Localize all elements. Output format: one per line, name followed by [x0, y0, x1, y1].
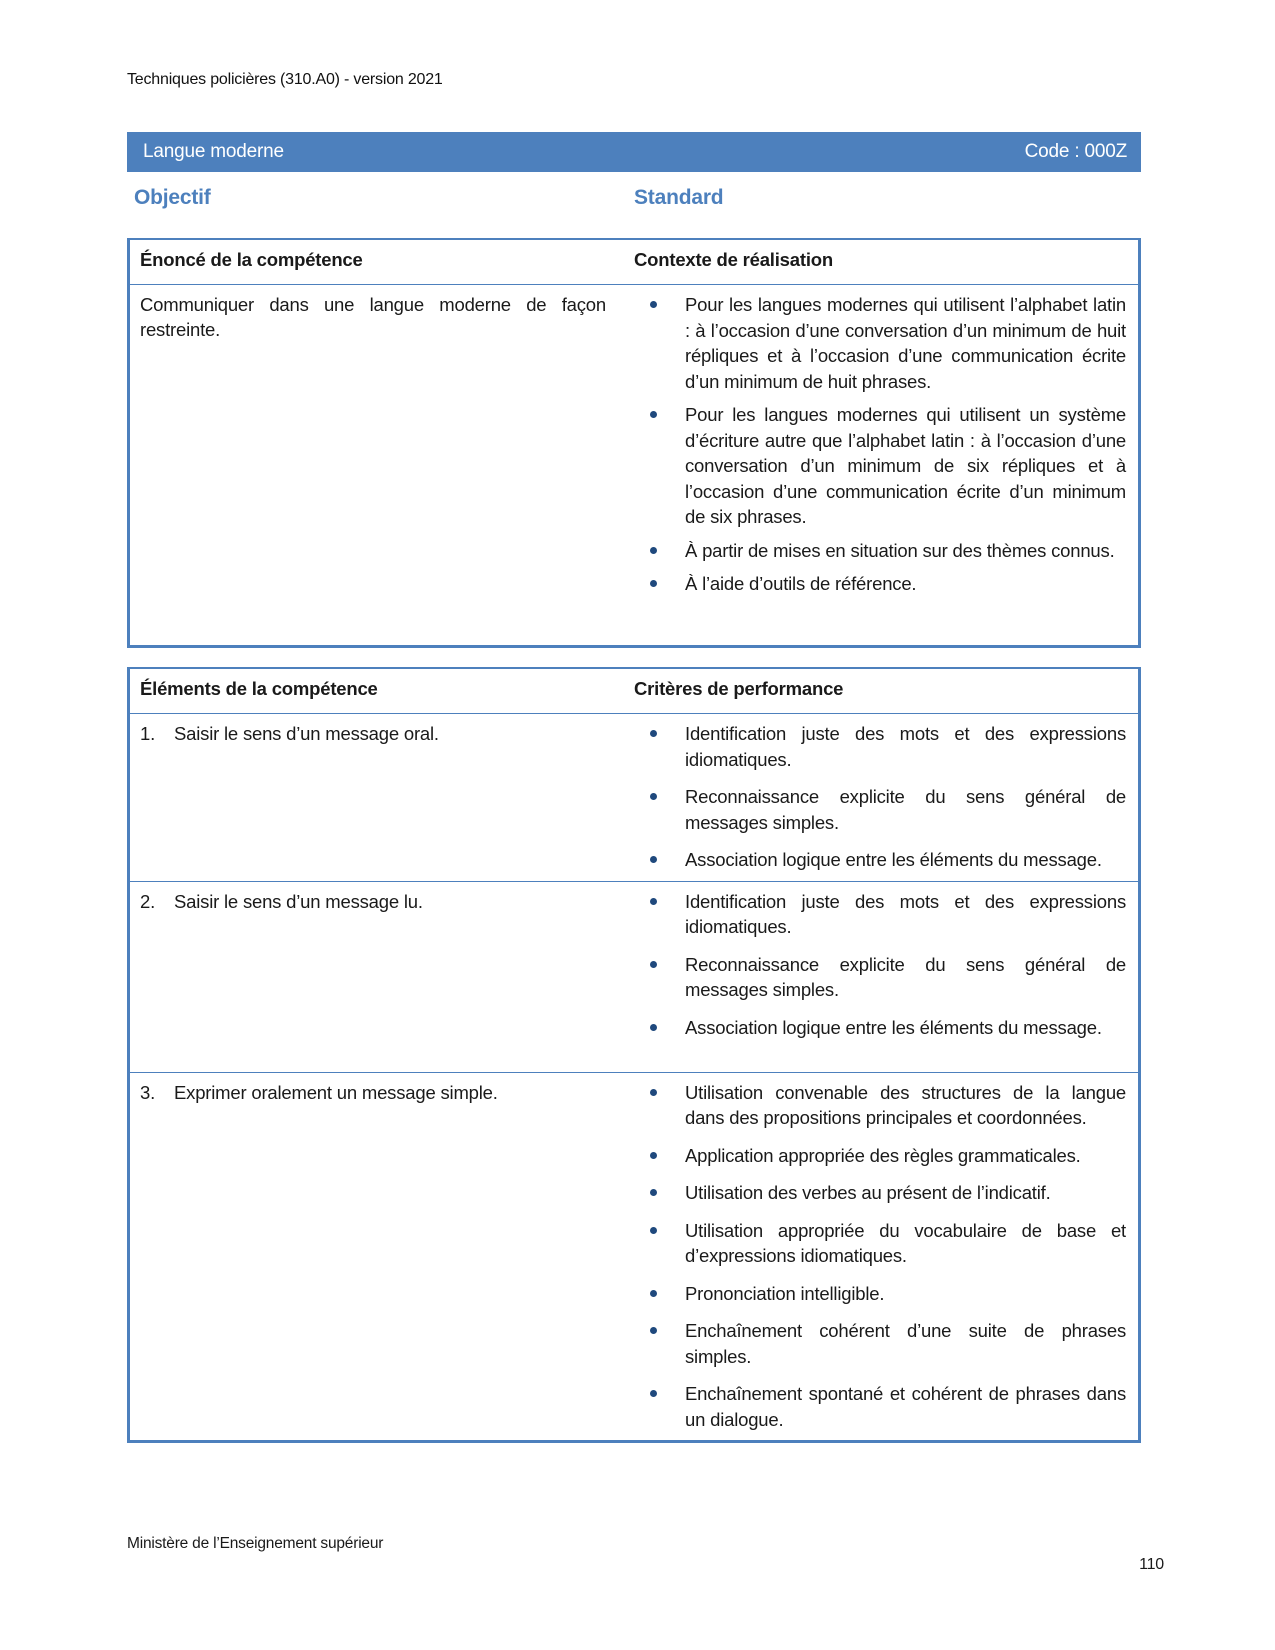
running-header: Techniques policières (310.A0) - version 2021 [127, 71, 443, 88]
criteria-bullet [634, 847, 1126, 873]
bullet-dot-icon [650, 1024, 657, 1031]
bullet-text: À l’aide d’outils de référence. [685, 573, 917, 594]
criteria-list-1 [634, 721, 1138, 873]
bullet-dot-icon [650, 1227, 657, 1234]
context-bullet [634, 571, 1126, 597]
competency-statement: Communiquer dans une langue moderne de façon restreinte. [140, 294, 606, 340]
bullet-text: À partir de mises en situation sur des thèmes connus. [685, 539, 1115, 561]
bullet-text: Utilisation des verbes au présent de l’indicatif. [685, 1182, 1051, 1203]
standard-heading: Standard [634, 186, 724, 209]
bullet-text: Application appropriée des règles grammaticales. [685, 1144, 1081, 1166]
element-row-2 [130, 881, 1138, 1072]
element-2 [130, 889, 634, 1064]
table2-right-header: Critères de performance [634, 678, 844, 699]
section-banner [127, 132, 1141, 172]
bullet-text: Reconnaissance explicite du sens général de messages simples. [685, 953, 1126, 1000]
criteria-bullet [634, 1015, 1126, 1041]
bullet-dot-icon [650, 1189, 657, 1196]
bullet-text: Association logique entre les éléments du message. [685, 849, 1102, 870]
bullet-dot-icon [650, 793, 657, 800]
element-3-number: 3. [140, 1081, 156, 1103]
bullet-text: Utilisation convenable des structures de la langue dans des propositions principales et coordonnées. [685, 1081, 1126, 1128]
bullet-text: Identification juste des mots et des expressions idiomatiques. [685, 723, 1126, 770]
bullet-dot-icon [650, 547, 657, 554]
bullet-text: Pour les langues modernes qui utilisent l’alphabet latin : à l’occasion d’une conversation d’un minimum de huit répliques et à l’occasion d’une communication écrite d’un minimum de huit phrases. [685, 294, 1126, 392]
table1-body-row [130, 285, 1138, 645]
bullet-text: Prononciation intelligible. [685, 1282, 885, 1304]
criteria-bullet [634, 952, 1126, 1003]
bullet-dot-icon [650, 1089, 657, 1096]
bullet-dot-icon [650, 730, 657, 737]
column-headings [127, 186, 1141, 210]
bullet-text: Enchaînement spontané et cohérent de phrases dans un dialogue. [685, 1383, 1126, 1430]
element-row-1 [130, 714, 1138, 881]
criteria-list-2 [634, 889, 1138, 1064]
element-2-text: Saisir le sens d’un message lu. [174, 890, 423, 912]
element-3-text: Exprimer oralement un message simple. [174, 1081, 498, 1103]
table2-header-row [130, 669, 1138, 714]
criteria-bullet [634, 1143, 1126, 1169]
banner-title: Langue moderne [143, 141, 284, 162]
competency-statement-table [127, 238, 1141, 648]
element-row-3 [130, 1072, 1138, 1441]
table1-header-row [130, 240, 1138, 285]
bullet-dot-icon [650, 1152, 657, 1159]
bullet-text: Pour les langues modernes qui utilisent un système d’écriture autre que l’alphabet latin : à l’occasion d’une conversation d’un minimum de six répliques et à l’occasion d’une communication écrite d’un minimum de six phrases. [685, 404, 1126, 527]
footer-ministry: Ministère de l’Enseignement supérieur [127, 1535, 384, 1552]
context-bullet [634, 402, 1126, 530]
page-number: 110 [1139, 1556, 1164, 1573]
context-bullet [634, 538, 1126, 564]
element-3 [130, 1080, 634, 1433]
criteria-bullet [634, 1180, 1126, 1206]
objectif-heading: Objectif [134, 186, 211, 209]
criteria-bullet [634, 1281, 1126, 1307]
criteria-bullet [634, 1080, 1126, 1131]
bullet-dot-icon [650, 1290, 657, 1297]
criteria-bullet [634, 889, 1126, 940]
bullet-text: Reconnaissance explicite du sens général de messages simples. [685, 786, 1126, 833]
competency-elements-table [127, 667, 1141, 1443]
criteria-bullet [634, 1318, 1126, 1369]
criteria-bullet [634, 784, 1126, 835]
bullet-dot-icon [650, 1390, 657, 1397]
criteria-bullet [634, 721, 1126, 772]
criteria-bullet [634, 1381, 1126, 1432]
bullet-dot-icon [650, 1327, 657, 1334]
table1-right-header: Contexte de réalisation [634, 249, 833, 270]
bullet-dot-icon [650, 301, 657, 308]
element-2-number: 2. [140, 890, 156, 912]
banner-code: Code : 000Z [1024, 141, 1127, 162]
element-1 [130, 721, 634, 873]
context-bullet [634, 292, 1126, 394]
bullet-dot-icon [650, 580, 657, 587]
bullet-dot-icon [650, 898, 657, 905]
criteria-bullet [634, 1218, 1126, 1269]
element-1-number: 1. [140, 723, 156, 744]
bullet-text: Utilisation appropriée du vocabulaire de base et d’expressions idiomatiques. [685, 1219, 1126, 1266]
bullet-dot-icon [650, 856, 657, 863]
bullet-dot-icon [650, 961, 657, 968]
bullet-text: Identification juste des mots et des expressions idiomatiques. [685, 890, 1126, 937]
context-bullet-list [634, 292, 1138, 637]
element-1-text: Saisir le sens d’un message oral. [174, 723, 439, 744]
table1-left-header: Énoncé de la compétence [140, 249, 363, 270]
bullet-dot-icon [650, 411, 657, 418]
table2-left-header: Éléments de la compétence [140, 678, 378, 699]
bullet-text: Enchaînement cohérent d’une suite de phrases simples. [685, 1320, 1126, 1367]
criteria-list-3 [634, 1080, 1138, 1433]
bullet-text: Association logique entre les éléments du message. [685, 1016, 1102, 1038]
